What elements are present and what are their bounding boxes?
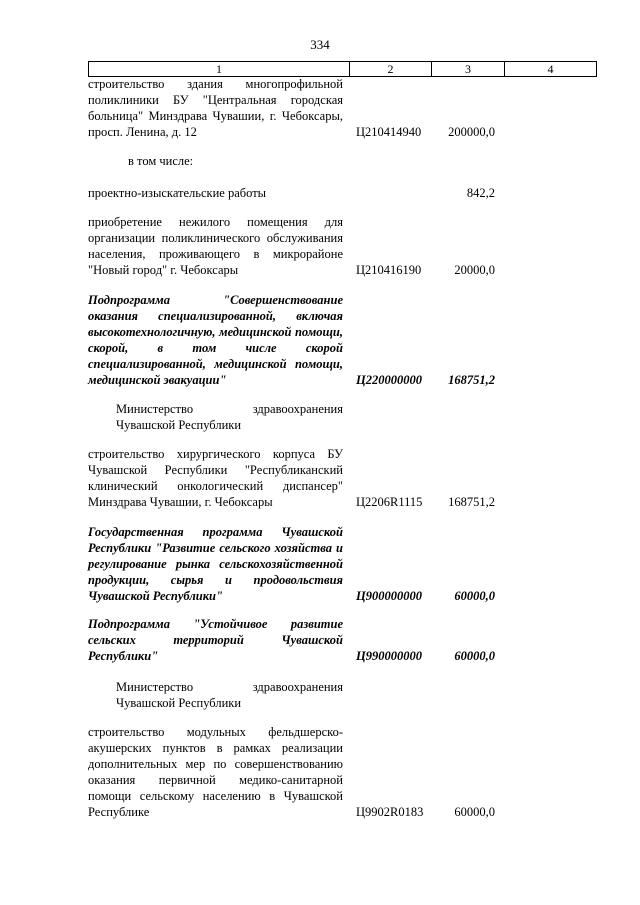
row-amount: 60000,0: [454, 805, 495, 819]
table-row: [88, 724, 595, 820]
row-text: Министерство здравоохранения Чувашской Республики: [116, 680, 343, 710]
row-text: Подпрограмма "Устойчивое развитие сельских территорий Чувашской Республики": [88, 617, 343, 663]
row-text: Министерство здравоохранения Чувашской Республики: [116, 402, 343, 432]
page-number: 334: [310, 37, 330, 52]
row-amount: 168751,2: [448, 495, 495, 509]
row-code: Ц9902R0183: [356, 805, 424, 819]
table-row: [88, 524, 595, 604]
row-text: строительство здания многопрофильной поликлиники БУ "Центральная городская больница" Минздрава Чувашии, г. Чебоксары, просп. Ленина, д. 12: [88, 77, 343, 139]
table-row: [88, 679, 595, 711]
row-amount: 200000,0: [448, 125, 495, 139]
row-code: Ц990000000: [356, 649, 422, 663]
row-amount: 20000,0: [454, 263, 495, 277]
row-text: строительство модульных фельдшерско-акушерских пунктов в рамках реализации дополнительных мер по совершенствованию оказания первичной медико-санитарной помощи сельскому населению в Чувашской Республике: [88, 725, 343, 819]
table-row: [88, 214, 595, 278]
row-text: Государственная программа Чувашской Республики "Развитие сельского хозяйства и регулирование рынка сельскохозяйственной продукции, сырья и продовольствия Чувашской Республики": [88, 525, 343, 603]
table-row: [88, 401, 595, 433]
row-code: Ц900000000: [356, 589, 422, 603]
table-row: [88, 616, 595, 664]
table-row: [88, 185, 595, 201]
row-text: строительство хирургического корпуса БУ Чувашской Республики "Республиканский клинический онкологический диспансер" Минздрава Чувашии, г. Чебоксары: [88, 447, 343, 509]
row-amount: 60000,0: [454, 649, 495, 663]
table-row: [88, 76, 595, 140]
row-text: приобретение нежилого помещения для организации поликлинического обслуживания населения, проживающего в микрорайоне "Новый город" г. Чебоксары: [88, 215, 343, 277]
row-code: Ц210414940: [356, 125, 422, 139]
row-text: Подпрограмма "Совершенствование оказания специализированной, включая высокотехнологичную, медицинской помощи, скорой, в том числе скорой специализированной, медицинской помощи, медицинской эвакуации": [88, 293, 343, 387]
row-amount: 60000,0: [454, 589, 495, 603]
row-code: Ц2206R1115: [356, 495, 423, 509]
table-header: [88, 61, 597, 77]
table-row: [88, 292, 595, 388]
header-col-1: 1: [89, 62, 350, 76]
table-row: [88, 153, 595, 169]
row-amount: 168751,2: [448, 373, 495, 387]
row-amount: 842,2: [466, 186, 495, 200]
header-col-2: 2: [350, 62, 432, 76]
row-text: в том числе:: [128, 154, 194, 168]
table-row: [88, 446, 595, 510]
row-text: проектно-изыскательские работы: [88, 186, 267, 200]
header-col-3: 3: [432, 62, 505, 76]
row-code: Ц210416190: [356, 263, 422, 277]
row-code: Ц220000000: [356, 373, 422, 387]
header-col-4: 4: [547, 62, 554, 76]
